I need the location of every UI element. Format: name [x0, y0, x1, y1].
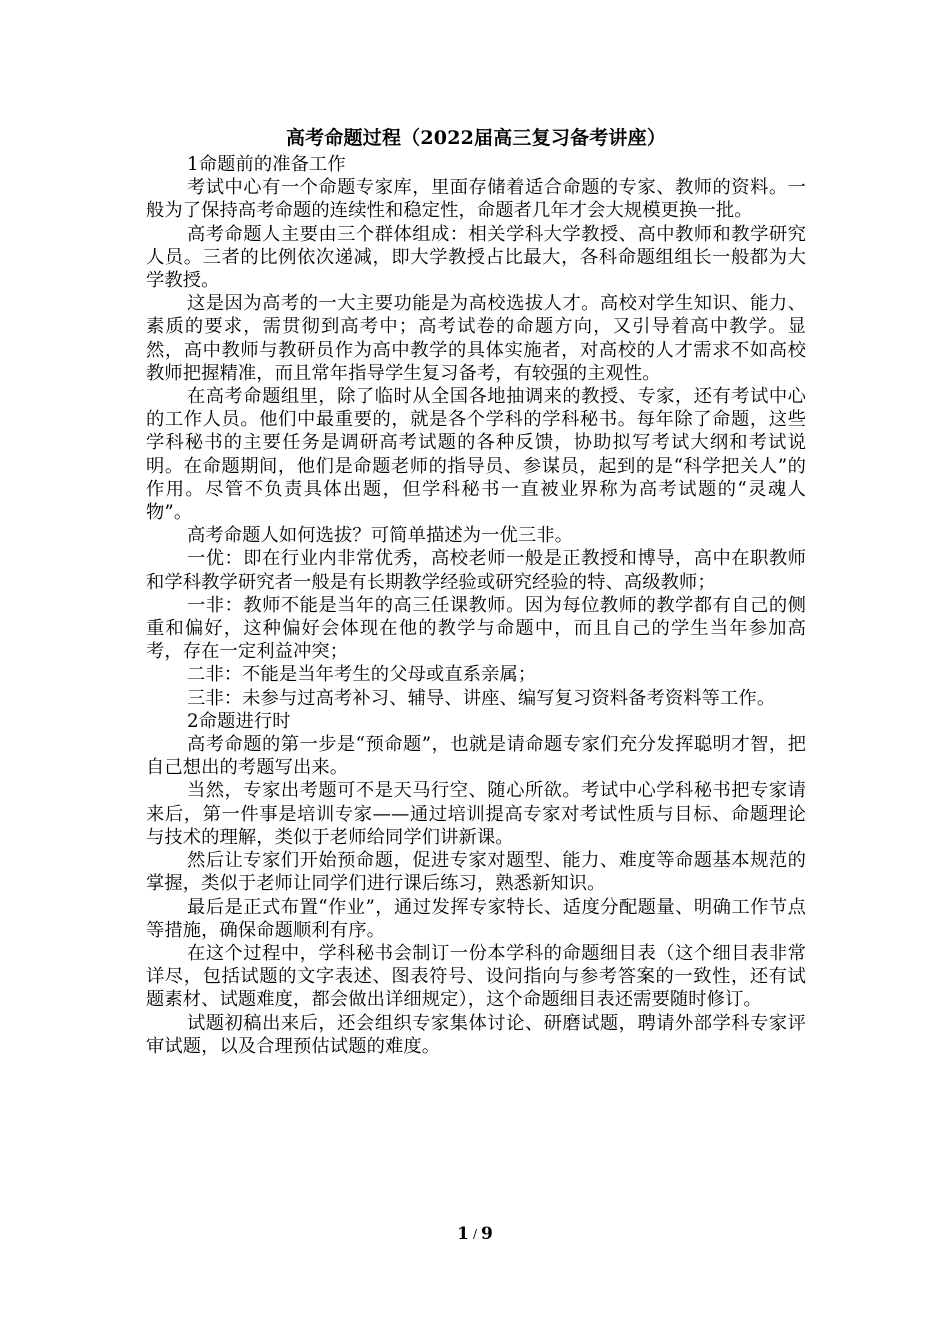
paragraph: 这是因为高考的一大主要功能是为高校选拔人才。高校对学生知识、能力、素质的要求，需贯彻到高考中；高考试卷的命题方向，又引导着高中教学。显然，高中教师与教研员作为高中教学的具体实施者，对高校的人才需求不如高校教师把握精准，而且常年指导学生复习备考，有较强的主观性。 — [146, 293, 806, 384]
paragraph: 高考命题的第一步是“预命题”，也就是请命题专家们充分发挥聪明才智，把自己想出的考题写出来。 — [146, 734, 806, 779]
paragraph: 高考命题人主要由三个群体组成：相关学科大学教授、高中教师和教学研究人员。三者的比例依次递减，即大学教授占比最大，各科命题组组长一般都为大学教授。 — [146, 223, 806, 292]
paragraph: 三非：未参与过高考补习、辅导、讲座、编写复习资料备考资料等工作。 — [187, 687, 776, 709]
paragraph: 试题初稿出来后，还会组织专家集体讨论、研磨试题，聘请外部学科专家评审试题，以及合理预估试题的难度。 — [146, 1012, 806, 1057]
paragraph: 在这个过程中，学科秘书会制订一份本学科的命题细目表（这个细目表非常详尽，包括试题的文字表述、图表符号、设问指向与参考答案的一致性，还有试题素材、试题难度，都会做出详细规定），这个命题细目表还需要随时修订。 — [146, 942, 806, 1011]
paragraph: 高考命题人如何选拔？可简单描述为一优三非。 — [187, 525, 574, 547]
total-pages-number: 9 — [481, 1224, 493, 1244]
paragraph: 一非：教师不能是当年的高三任课教师。因为每位教师的教学都有自己的侧重和偏好，这种偏好会体现在他的教学与命题中，而且自己的学生当年参加高考，存在一定利益冲突； — [146, 594, 806, 663]
page-number — [0, 1224, 950, 1244]
paragraph: 最后是正式布置“作业”，通过发挥专家特长、适度分配题量、明确工作节点等措施，确保命题顺利有序。 — [146, 896, 806, 941]
paragraph: 一优：即在行业内非常优秀，高校老师一般是正教授和博导，高中在职教师和学科教学研究者一般是有长期教学经验或研究经验的特、高级教师； — [146, 548, 806, 593]
paragraph: 当然，专家出考题可不是天马行空、随心所欲。考试中心学科秘书把专家请来后，第一件事是培训专家——通过培训提高专家对考试性质与目标、命题理论与技术的理解，类似于老师给同学们讲新课。 — [146, 780, 806, 848]
document-page — [146, 124, 806, 1058]
paragraph: 然后让专家们开始预命题，促进专家对题型、能力、难度等命题基本规范的掌握，类似于老师让同学们进行课后练习，熟悉新知识。 — [146, 850, 806, 895]
paragraph: 在高考命题组里，除了临时从全国各地抽调来的教授、专家，还有考试中心的工作人员。他们中最重要的，就是各个学科的学科秘书。每年除了命题，这些学科秘书的主要任务是调研高考试题的各种反馈，协助拟写考试大纲和考试说明。在命题期间，他们是命题老师的指导员、参谋员，起到的是“科学把关人”的作用。尽管不负责具体出题，但学科秘书一直被业界称为高考试题的“灵魂人物”。 — [146, 386, 806, 524]
section-heading-in-progress: 2命题进行时 — [187, 710, 291, 732]
section-heading-preparation: 1命题前的准备工作 — [187, 154, 346, 175]
page-separator: / — [472, 1227, 478, 1241]
paragraph: 考试中心有一个命题专家库，里面存储着适合命题的专家、教师的资料。一般为了保持高考命题的连续性和稳定性，命题者几年才会大规模更换一批。 — [146, 177, 806, 222]
document-title: 高考命题过程（2022届高三复习备考讲座） — [285, 127, 667, 149]
paragraph: 二非：不能是当年考生的父母或直系亲属； — [187, 664, 537, 686]
current-page-number: 1 — [457, 1224, 469, 1244]
